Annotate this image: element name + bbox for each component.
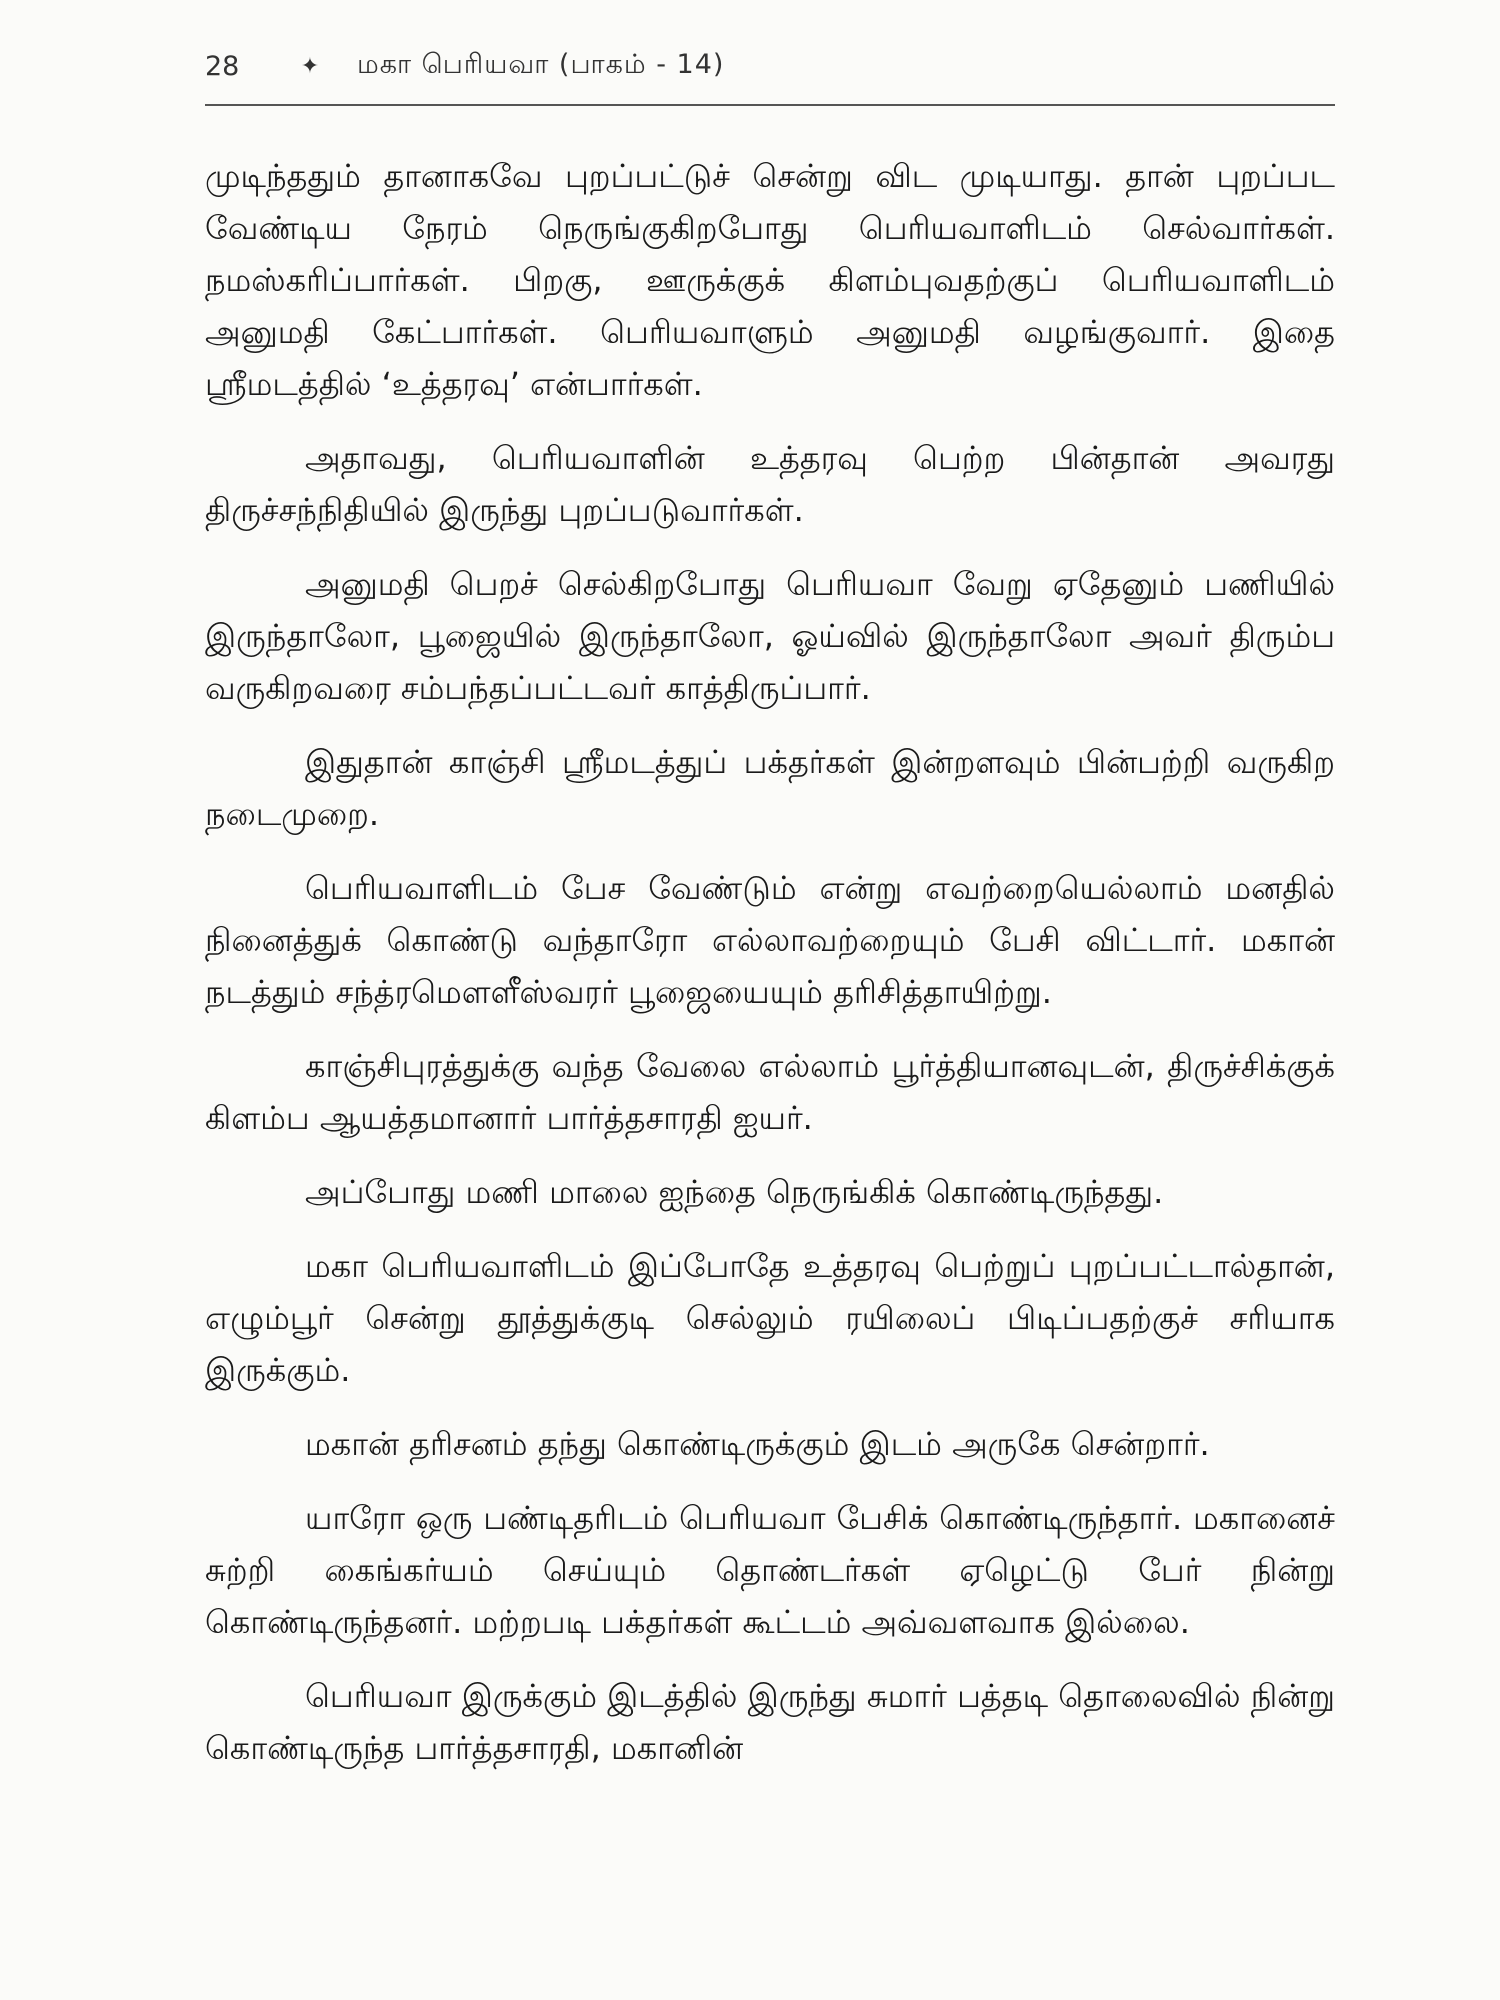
paragraph: அனுமதி பெறச் செல்கிறபோது பெரியவா வேறு ஏதேனும் பணியில் இருந்தாலோ, பூஜையில் இருந்தாலோ, ஓய்வில் இருந்தாலோ அவர் திரும்ப வருகிறவரை சம்பந்தப்பட்டவர் காத்திருப்பார். — [205, 565, 1335, 707]
header-divider — [205, 104, 1335, 106]
body-text — [205, 150, 1335, 1796]
page-number: 28 — [205, 50, 240, 82]
paragraph: அப்போது மணி மாலை ஐந்தை நெருங்கிக் கொண்டிருந்தது. — [305, 1173, 1164, 1211]
paragraph: இதுதான் காஞ்சி ஸ்ரீமடத்துப் பக்தர்கள் இன்றளவும் பின்பற்றி வருகிற நடைமுறை. — [205, 743, 1335, 833]
paragraph: பெரியவா இருக்கும் இடத்தில் இருந்து சுமார் பத்தடி தொலைவில் நின்று கொண்டிருந்த பார்த்தசாரதி, மகானின் — [205, 1677, 1335, 1767]
running-header — [205, 44, 1335, 88]
book-title: மகா பெரியவா (பாகம் - 14) — [357, 48, 725, 80]
paragraph: பெரியவாளிடம் பேச வேண்டும் என்று எவற்றையெல்லாம் மனதில் நினைத்துக் கொண்டு வந்தாரோ எல்லாவற்றையும் பேசி விட்டார். மகான் நடத்தும் சந்த்ரமௌளீஸ்வரர் பூஜையையும் தரிசித்தாயிற்று. — [205, 869, 1335, 1011]
paragraph: அதாவது, பெரியவாளின் உத்தரவு பெற்ற பின்தான் அவரது திருச்சந்நிதியில் இருந்து புறப்படுவார்கள். — [205, 439, 1335, 529]
paragraph-continued: முடிந்ததும் தானாகவே புறப்பட்டுச் சென்று விட முடியாது. தான் புறப்பட வேண்டிய நேரம் நெருங்குகிறபோது பெரியவாளிடம் செல்வார்கள். நமஸ்கரிப்பார்கள். பிறகு, ஊருக்குக் கிளம்புவதற்குப் பெரியவாளிடம் அனுமதி கேட்பார்கள். பெரியவாளும் அனுமதி வழங்குவார். இதை ஸ்ரீமடத்தில் ‘உத்தரவு’ என்பார்கள். — [205, 157, 1335, 403]
star-ornament-icon: ✦ — [300, 53, 320, 79]
paragraph: மகான் தரிசனம் தந்து கொண்டிருக்கும் இடம் அருகே சென்றார். — [305, 1425, 1210, 1463]
paragraph: மகா பெரியவாளிடம் இப்போதே உத்தரவு பெற்றுப் புறப்பட்டால்தான், எழும்பூர் சென்று தூத்துக்குடி செல்லும் ரயிலைப் பிடிப்பதற்குச் சரியாக இருக்கும். — [205, 1247, 1335, 1389]
paragraph: காஞ்சிபுரத்துக்கு வந்த வேலை எல்லாம் பூர்த்தியானவுடன், திருச்சிக்குக் கிளம்ப ஆயத்தமானார் பார்த்தசாரதி ஐயர். — [205, 1047, 1335, 1137]
paragraph: யாரோ ஒரு பண்டிதரிடம் பெரியவா பேசிக் கொண்டிருந்தார். மகானைச் சுற்றி கைங்கர்யம் செய்யும் தொண்டர்கள் ஏழெட்டு பேர் நின்று கொண்டிருந்தனர். மற்றபடி பக்தர்கள் கூட்டம் அவ்வளவாக இல்லை. — [205, 1499, 1335, 1641]
